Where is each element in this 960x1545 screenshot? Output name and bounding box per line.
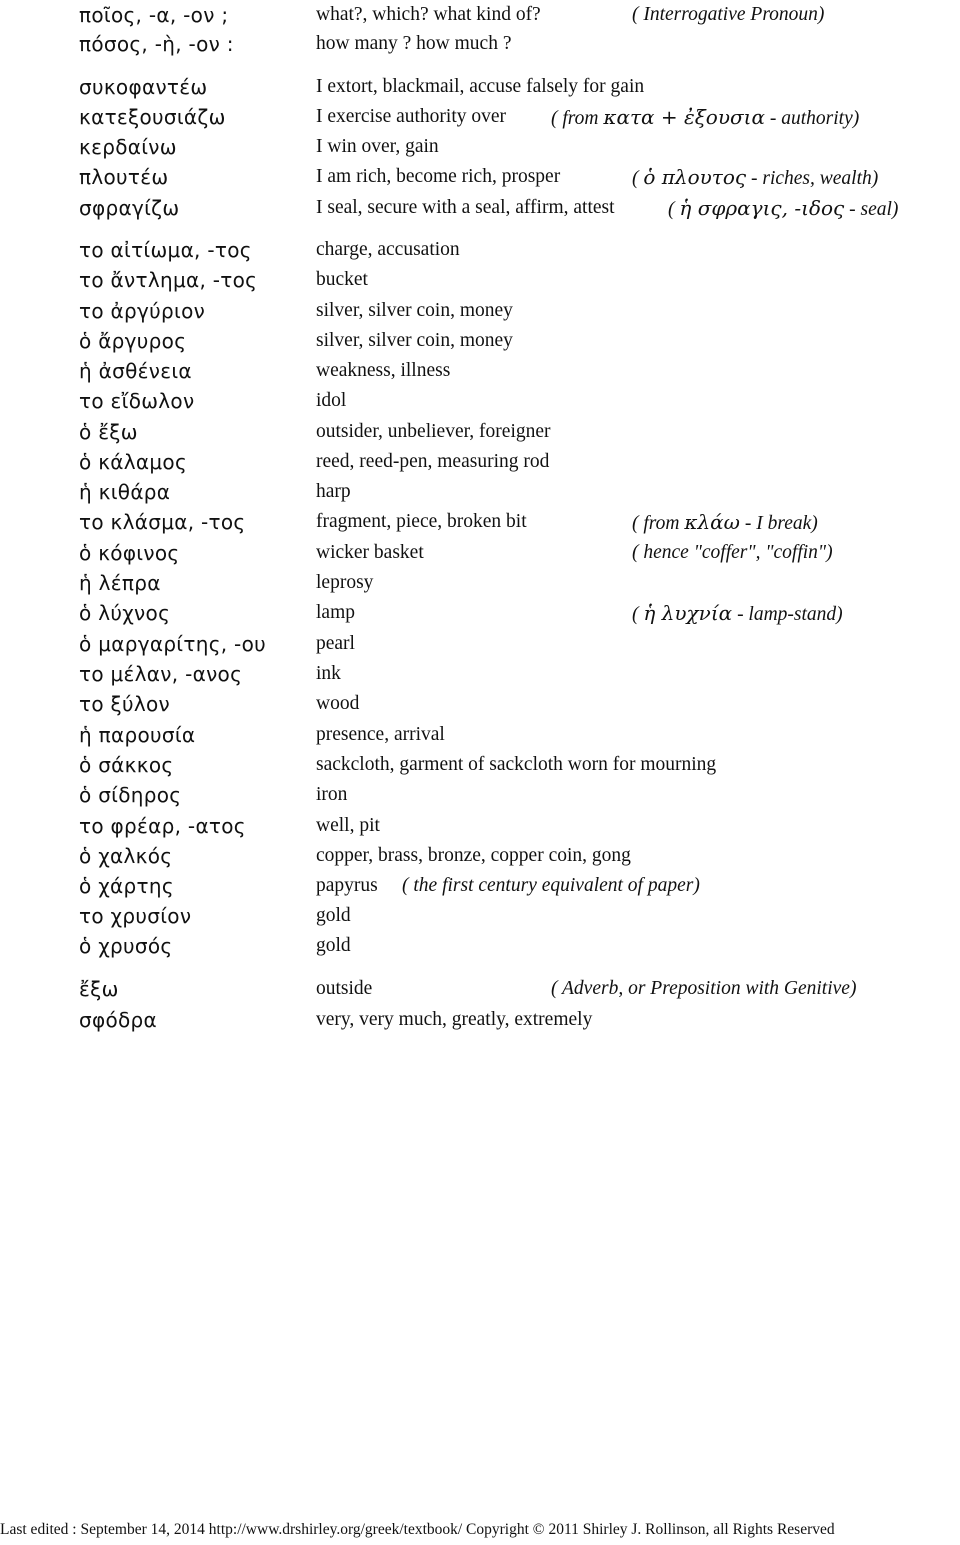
- greek-term: συκοφαντέω: [79, 75, 208, 99]
- greek-term: το ἄντλημα, -τος: [79, 268, 258, 292]
- english-gloss: sackcloth, garment of sackcloth worn for mourning: [316, 754, 717, 775]
- note-greek: ἡ λυχνία: [643, 601, 733, 625]
- note-greek: ὁ πλουτος: [643, 165, 747, 189]
- page-footer: Last edited : September 14, 2014 http://www.drshirley.org/greek/textbook/ Copyright © 2011 Shirley J. Rollinson, all Rights Reserved: [0, 1521, 835, 1538]
- vocab-row: [0, 871, 960, 901]
- vocab-row: [0, 568, 960, 598]
- vocab-row: [0, 447, 960, 477]
- english-gloss: weakness, illness: [316, 360, 451, 381]
- greek-term: ὁ κάλαμος: [79, 450, 187, 474]
- english-gloss: very, very much, greatly, extremely: [316, 1009, 593, 1030]
- vocab-row: [0, 29, 960, 59]
- greek-term: το χρυσίον: [79, 904, 192, 928]
- vocab-row: [0, 538, 960, 568]
- english-gloss: charge, accusation: [316, 239, 460, 260]
- vocab-row: [0, 265, 960, 295]
- greek-term: ἔξω: [79, 977, 119, 1001]
- vocab-row: [0, 102, 960, 132]
- greek-term: ἡ λέπρα: [79, 571, 161, 595]
- english-gloss: lamp: [316, 602, 355, 623]
- vocab-row: [0, 132, 960, 162]
- greek-term: ὁ κόφινος: [79, 541, 180, 565]
- vocab-row: [0, 931, 960, 961]
- vocab-row: [0, 841, 960, 871]
- vocab-row: [0, 417, 960, 447]
- vocab-row: [0, 193, 960, 223]
- note-suffix: - authority): [769, 108, 860, 129]
- note-greek: ἡ σφραγις, -ιδος: [679, 196, 845, 220]
- english-gloss: iron: [316, 784, 348, 805]
- english-gloss: harp: [316, 481, 351, 502]
- english-gloss: outsider, unbeliever, foreigner: [316, 421, 551, 442]
- greek-term: ὁ λύχνος: [79, 601, 171, 625]
- english-gloss: how many ? how much ?: [316, 33, 512, 54]
- greek-term: ὁ σάκκος: [79, 753, 174, 777]
- vocab-row: [0, 811, 960, 841]
- greek-term: ὁ ἔξω: [79, 420, 138, 444]
- vocab-row: [0, 356, 960, 386]
- greek-term: το φρέαρ, -ατος: [79, 814, 246, 838]
- english-gloss: outside: [316, 978, 373, 999]
- greek-term: κερδαίνω: [79, 135, 177, 159]
- english-gloss: I seal, secure with a seal, affirm, attest: [316, 197, 615, 218]
- english-gloss: I exercise authority over: [316, 106, 507, 127]
- greek-term: το ξύλον: [79, 692, 171, 716]
- etymology-note: [632, 598, 843, 630]
- english-gloss: silver, silver coin, money: [316, 300, 513, 321]
- english-gloss: presence, arrival: [316, 724, 445, 745]
- grammar-note: ( Adverb, or Preposition with Genitive): [551, 978, 857, 999]
- vocab-row: [0, 296, 960, 326]
- greek-term: ποῖος, -α, -ον ;: [79, 3, 229, 27]
- english-gloss: copper, brass, bronze, copper coin, gong: [316, 845, 631, 866]
- vocab-row: [0, 598, 960, 628]
- greek-term: το μέλαν, -ανος: [79, 662, 243, 686]
- greek-term: ὁ χαλκός: [79, 844, 173, 868]
- note-prefix: (: [668, 199, 675, 220]
- vocab-row: [0, 235, 960, 265]
- greek-term: πόσος, -ὴ, -ον :: [79, 32, 234, 56]
- greek-term: το αἰτίωμα, -τος: [79, 238, 252, 262]
- english-gloss: pearl: [316, 633, 355, 654]
- greek-term: ἡ ἀσθένεια: [79, 359, 192, 383]
- vocab-row: [0, 507, 960, 537]
- greek-term: πλουτέω: [79, 165, 169, 189]
- english-gloss: silver, silver coin, money: [316, 330, 513, 351]
- note-suffix: - I break): [744, 513, 818, 534]
- english-gloss: idol: [316, 390, 347, 411]
- etymology-note: ( hence "coffer", "coffin"): [632, 542, 833, 563]
- vocab-row: [0, 750, 960, 780]
- vocab-row: [0, 326, 960, 356]
- note-prefix: ( from: [551, 108, 599, 129]
- greek-term: το εἴδωλον: [79, 389, 195, 413]
- grammar-note: ( Interrogative Pronoun): [632, 4, 825, 25]
- greek-term: κατεξουσιάζω: [79, 105, 226, 129]
- vocab-row: [0, 901, 960, 931]
- vocab-row: [0, 386, 960, 416]
- english-gloss: papyrus: [316, 875, 378, 896]
- english-gloss: what?, which? what kind of?: [316, 4, 541, 25]
- vocab-row: [0, 477, 960, 507]
- etymology-note: [668, 193, 898, 225]
- note-greek: κλάω: [684, 510, 740, 534]
- greek-term: ὁ σίδηρος: [79, 783, 182, 807]
- vocab-row: [0, 720, 960, 750]
- english-gloss: I am rich, become rich, prosper: [316, 166, 561, 187]
- vocab-row: [0, 72, 960, 102]
- vocab-row: [0, 162, 960, 192]
- english-gloss: I win over, gain: [316, 136, 439, 157]
- vocab-row: [0, 780, 960, 810]
- greek-term: ἡ κιθάρα: [79, 480, 171, 504]
- english-gloss: well, pit: [316, 815, 380, 836]
- greek-term: το κλάσμα, -τος: [79, 510, 246, 534]
- note-prefix: (: [632, 604, 639, 625]
- greek-term: σφραγίζω: [79, 196, 180, 220]
- vocab-row: [0, 0, 960, 30]
- english-gloss: bucket: [316, 269, 368, 290]
- english-gloss: gold: [316, 935, 351, 956]
- vocab-row: [0, 689, 960, 719]
- etymology-note: [632, 507, 818, 539]
- greek-term: ὁ ἄργυρος: [79, 329, 187, 353]
- english-gloss: fragment, piece, broken bit: [316, 511, 527, 532]
- greek-term: σφόδρα: [79, 1008, 158, 1032]
- greek-term: το ἀργύριον: [79, 299, 206, 323]
- greek-term: ὁ χρυσός: [79, 934, 173, 958]
- note-suffix: - lamp-stand): [737, 604, 843, 625]
- vocab-row: [0, 1005, 960, 1035]
- note-greek: κατα + ἐξουσια: [603, 105, 765, 129]
- note-prefix: ( from: [632, 513, 680, 534]
- note-suffix: - riches, wealth): [750, 168, 879, 189]
- inline-note: ( the first century equivalent of paper): [402, 875, 700, 896]
- note-suffix: - seal): [849, 199, 899, 220]
- english-gloss: ink: [316, 663, 341, 684]
- etymology-note: [551, 102, 859, 134]
- english-gloss: wicker basket: [316, 542, 424, 563]
- english-gloss: wood: [316, 693, 360, 714]
- greek-term: ὁ χάρτης: [79, 874, 174, 898]
- english-gloss: gold: [316, 905, 351, 926]
- english-gloss: I extort, blackmail, accuse falsely for gain: [316, 76, 645, 97]
- vocab-row: [0, 974, 960, 1004]
- etymology-note: [632, 162, 878, 194]
- greek-term: ἡ παρουσία: [79, 723, 196, 747]
- english-gloss: reed, reed-pen, measuring rod: [316, 451, 550, 472]
- greek-term: ὁ μαργαρίτης, -ου: [79, 632, 266, 656]
- vocab-row: [0, 659, 960, 689]
- english-gloss: leprosy: [316, 572, 374, 593]
- note-prefix: (: [632, 168, 639, 189]
- vocab-row: [0, 629, 960, 659]
